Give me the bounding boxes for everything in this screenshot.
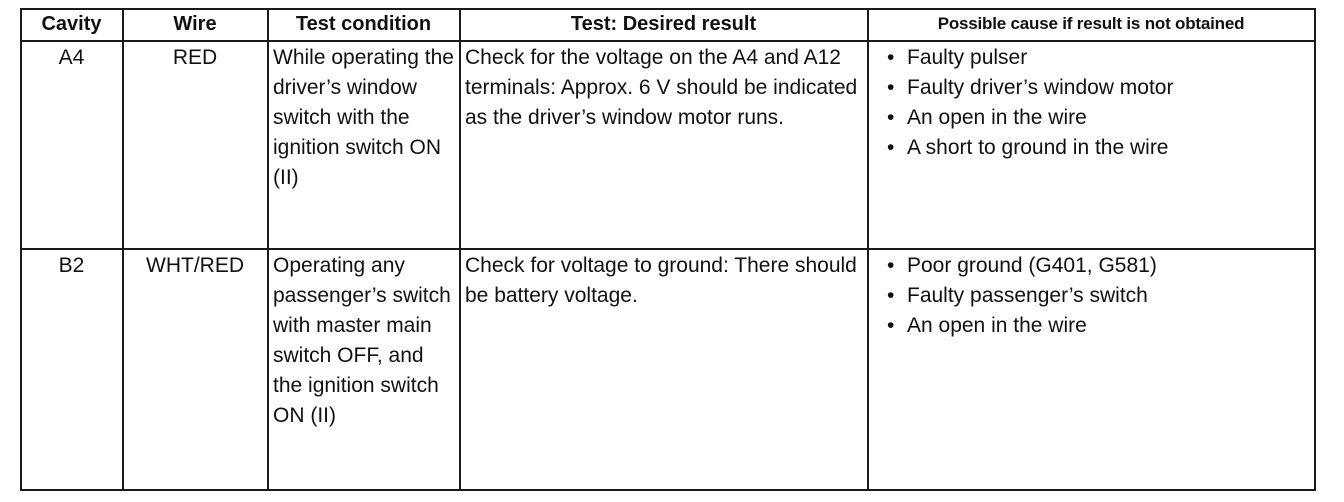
cause-item: • A short to ground in the wire — [887, 133, 1309, 163]
cause-list — [873, 251, 1309, 341]
cavity-cell: B2 — [21, 249, 123, 490]
possible-cause-cell — [868, 249, 1315, 490]
possible-cause-cell — [868, 41, 1315, 249]
wire-cell: WHT/RED — [123, 249, 268, 490]
cause-item: • An open in the wire — [887, 103, 1309, 133]
test-condition-cell: Operating any passenger’s switch with master main switch OFF, and the ignition switch ON (II) — [268, 249, 460, 490]
cause-item: • Faulty passenger’s switch — [887, 281, 1309, 311]
diagnostic-table — [20, 8, 1316, 491]
header-wire: Wire — [123, 9, 268, 41]
table-row — [21, 41, 1315, 249]
test-condition-cell: While operating the driver’s window switch with the ignition switch ON (II) — [268, 41, 460, 249]
header-row — [21, 9, 1315, 41]
table-row — [21, 249, 1315, 490]
cause-list — [873, 43, 1309, 163]
desired-result-cell: Check for the voltage on the A4 and A12 terminals: Approx. 6 V should be indicated as the driver’s window motor runs. — [460, 41, 868, 249]
header-desired-result: Test: Desired result — [460, 9, 868, 41]
cavity-cell: A4 — [21, 41, 123, 249]
header-possible-cause: Possible cause if result is not obtained — [868, 9, 1315, 41]
cause-item: • An open in the wire — [887, 311, 1309, 341]
wire-cell: RED — [123, 41, 268, 249]
cause-item: • Poor ground (G401, G581) — [887, 251, 1309, 281]
cause-item: • Faulty pulser — [887, 43, 1309, 73]
header-cavity: Cavity — [21, 9, 123, 41]
header-test-condition: Test condition — [268, 9, 460, 41]
cause-item: • Faulty driver’s window motor — [887, 73, 1309, 103]
desired-result-cell: Check for voltage to ground: There should be battery voltage. — [460, 249, 868, 490]
